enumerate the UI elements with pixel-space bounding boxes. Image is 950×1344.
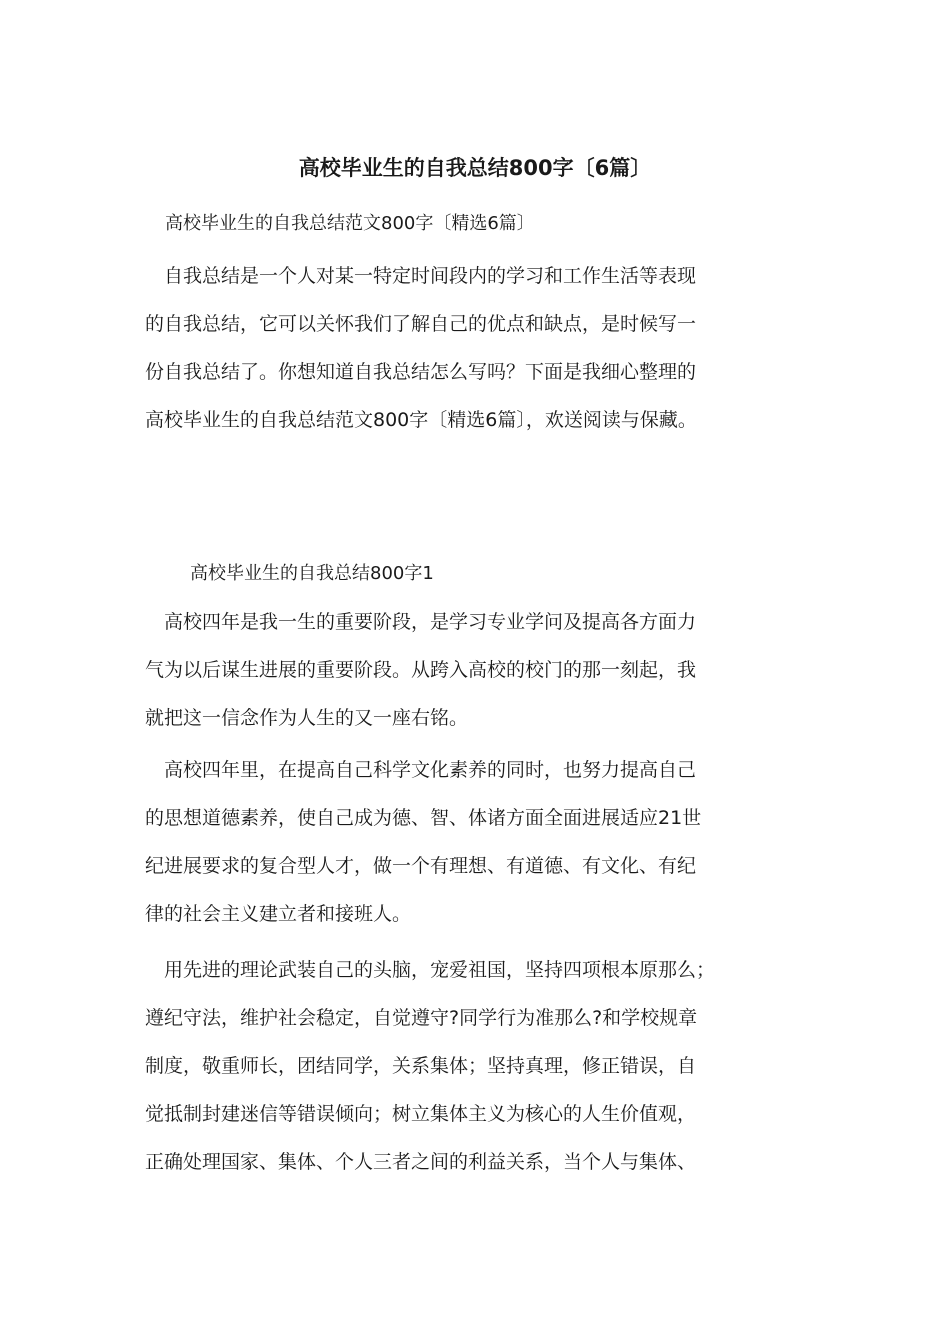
paragraph-line: 正确处理国家、集体、个人三者之间的利益关系，当个人与集体、: [145, 1151, 697, 1173]
document-subtitle: 高校毕业生的自我总结范文800字〔精选6篇〕: [165, 213, 535, 234]
paragraph-line: 用先进的理论武装自己的头脑，宠爱祖国，坚持四项根本原那么；: [145, 959, 716, 981]
paragraph-line: 高校四年是我一生的重要阶段，是学习专业学问及提高各方面力: [145, 611, 697, 633]
paragraph-2: [145, 746, 815, 938]
paragraph-line: 气为以后谋生进展的重要阶段。从跨入高校的校门的那一刻起，我: [145, 659, 697, 681]
paragraph-line: 高校四年里，在提高自己科学文化素养的同时，也努力提高自己: [145, 759, 697, 781]
intro-line: 份自我总结了。你想知道自我总结怎么写吗？下面是我细心整理的: [145, 361, 697, 383]
paragraph-line: 遵纪守法，维护社会稳定，自觉遵守?同学行为准那么?和学校规章: [145, 1007, 698, 1029]
paragraph-line: 制度，敬重师长，团结同学，关系集体；坚持真理，修正错误，自: [145, 1055, 697, 1077]
document-title: 高校毕业生的自我总结800字〔6篇〕: [298, 156, 652, 180]
intro-paragraph: [145, 252, 815, 444]
paragraph-1: [145, 598, 815, 742]
paragraph-line: 纪进展要求的复合型人才，做一个有理想、有道德、有文化、有纪: [145, 855, 697, 877]
paragraph-3: [145, 946, 815, 1186]
intro-line: 的自我总结，它可以关怀我们了解自己的优点和缺点，是时候写一: [145, 313, 697, 335]
paragraph-line: 觉抵制封建迷信等错误倾向；树立集体主义为核心的人生价值观，: [145, 1103, 697, 1125]
paragraph-line: 律的社会主义建立者和接班人。: [145, 903, 412, 925]
paragraph-line: 就把这一信念作为人生的又一座右铭。: [145, 707, 469, 729]
section-heading: 高校毕业生的自我总结800字1: [190, 563, 434, 584]
intro-line: 自我总结是一个人对某一特定时间段内的学习和工作生活等表现: [145, 265, 697, 287]
intro-line: 高校毕业生的自我总结范文800字〔精选6篇〕，欢送阅读与保藏。: [145, 409, 697, 431]
paragraph-line: 的思想道德素养，使自己成为德、智、体诸方面全面进展适应21世: [145, 807, 702, 829]
